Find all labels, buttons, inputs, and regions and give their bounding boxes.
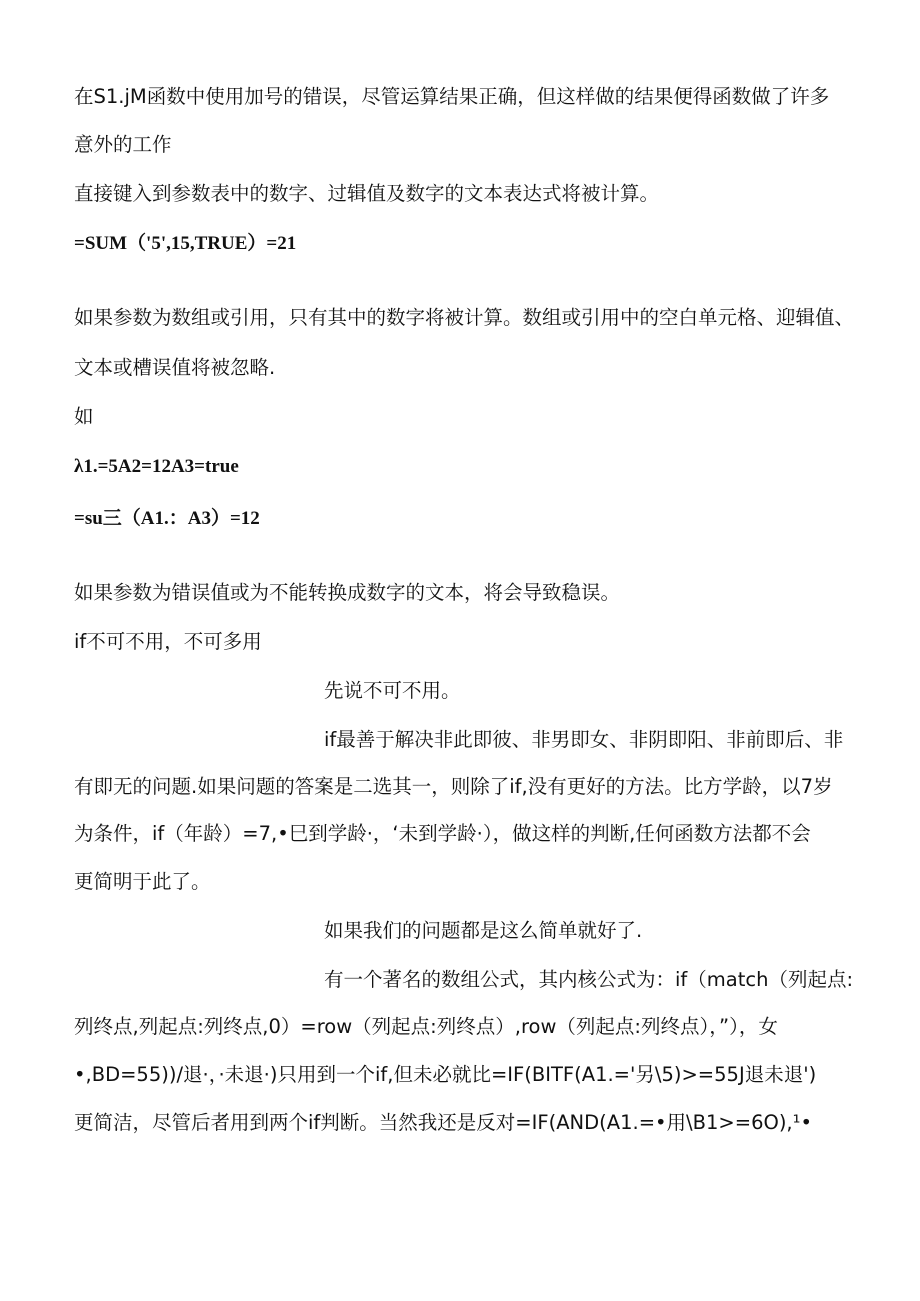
formula-line: =SUM（'5',15,TRUE）=21 (74, 233, 297, 254)
paragraph-line: if最善于解决非此即彼、非男即女、非阴即阳、非前即后、非 (324, 728, 844, 751)
paragraph-line: 如果我们的问题都是这么简单就好了. (324, 919, 643, 942)
paragraph-line: •,BD=55))/退·，·未退·)只用到一个if,但未必就比=IF(BITF(A1.='另\5)>=55J退未退') (74, 1063, 817, 1086)
paragraph-line: 如 (74, 405, 94, 428)
paragraph-line: 先说不可不用。 (324, 679, 461, 702)
paragraph-line: 为条件，if（年龄）=7,•巳到学龄·，‘未到学龄·），做这样的判断,任何函数方法都不会 (74, 822, 811, 845)
paragraph-line: if不可不用，不可多用 (74, 630, 262, 653)
formula-line: =su三（A1.：A3）=12 (74, 508, 260, 529)
paragraph-line: 更简明于此了。 (74, 870, 211, 893)
paragraph-line: 如果参数为错误值或为不能转换成数字的文本，将会导致稳误。 (74, 581, 621, 604)
formula-line: λ1.=5A2=12A3=true (74, 456, 239, 477)
paragraph-line: 直接键入到参数表中的数字、过辑值及数字的文本表达式将被计算。 (74, 182, 660, 205)
paragraph-line: 更简洁，尽管后者用到两个if判断。当然我还是反对=IF(AND(A1.=•用\B1>=6O),¹• (74, 1111, 812, 1134)
paragraph-line: 文本或槽误值将被忽略. (74, 356, 276, 379)
paragraph-line: 列终点,列起点:列终点,0）=row（列起点:列终点）,row（列起点:列终点），”），女 (74, 1015, 778, 1038)
paragraph-line: 意外的工作 (74, 133, 172, 156)
paragraph-line: 如果参数为数组或引用，只有其中的数字将被计算。数组或引用中的空白单元格、迎辑值、 (74, 306, 855, 329)
paragraph-line: 有一个著名的数组公式，其内核公式为：if（match（列起点: (324, 968, 854, 991)
paragraph-line: 有即无的问题.如果问题的答案是二选其一，则除了if,没有更好的方法。比方学龄，以7岁 (74, 775, 833, 798)
paragraph-line: 在S1.jM函数中使用加号的错误，尽管运算结果正确，但这样做的结果便得函数做了许多 (74, 85, 830, 108)
